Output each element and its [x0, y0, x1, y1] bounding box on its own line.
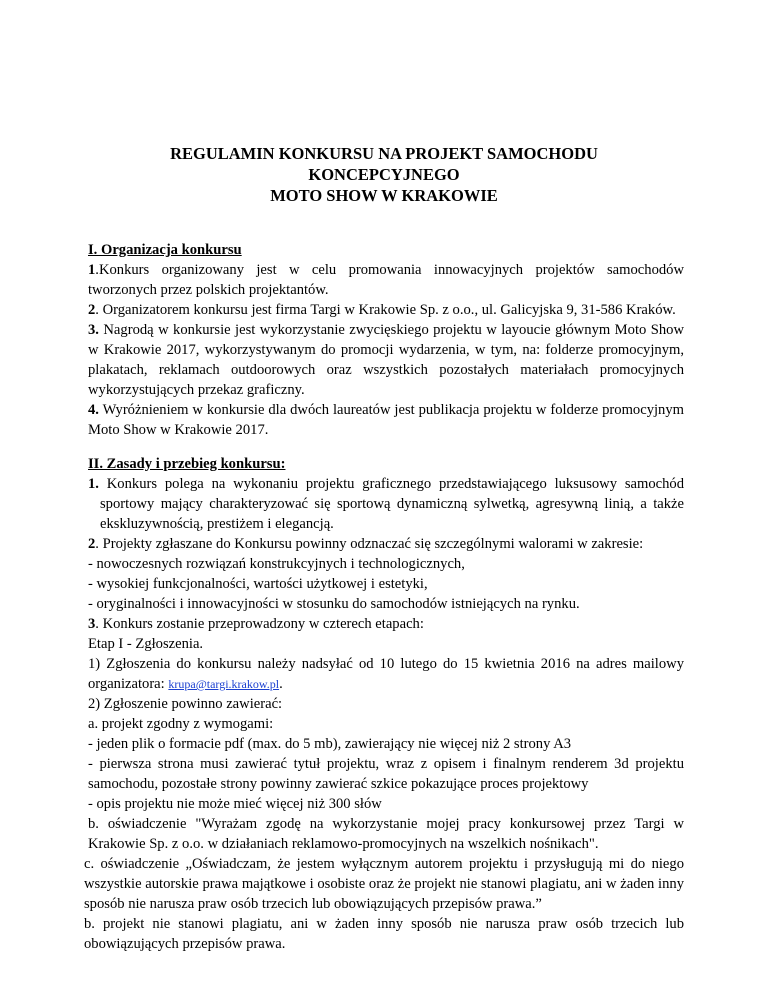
paragraph-text: . Organizatorem konkursu jest firma Targi w Krakowie Sp. z o.o., ul. Galicyjska 9, 31-586 Kraków.	[95, 302, 676, 318]
stage-heading: Etap I - Zgłoszenia.	[88, 636, 204, 652]
section-2	[84, 454, 684, 954]
paragraph-text: .Konkurs organizowany jest w celu promowania innowacyjnych projektów samochodów tworzonych przez polskich projektantów.	[88, 262, 684, 298]
requirement-b-second: b. projekt nie stanowi plagiatu, ani w żaden inny sposób nie narusza praw osób trzecich lub obowiązujących przepisów prawa.	[84, 916, 684, 952]
paragraph-text: Wyróżnieniem w konkursie dla dwóch laureatów jest publikacja projektu w folderze promocyjnym Moto Show w Krakowie 2017.	[88, 402, 684, 438]
requirement-b: b. oświadczenie "Wyrażam zgodę na wykorzystanie mojej pracy konkursowej przez Targi w Krakowie Sp. z o.o. w działaniach reklamowo-promocyjnych na wszelkich nośnikach".	[88, 816, 684, 852]
section-1-heading: I. Organizacja konkursu	[88, 242, 242, 258]
requirement-item: - jeden plik o formacie pdf (max. do 5 mb), zawierający nie więcej niż 2 strony A3	[88, 736, 572, 752]
criteria-item: - oryginalności i innowacyjności w stosunku do samochodów istniejących na rynku.	[88, 596, 580, 612]
criteria-item: - wysokiej funkcjonalności, wartości użytkowej i estetyki,	[88, 576, 428, 592]
paragraph-text: . Projekty zgłaszane do Konkursu powinny odznaczać się szczególnymi walorami w zakresie:	[95, 536, 644, 552]
submission-contents: 2) Zgłoszenie powinno zawierać:	[88, 696, 283, 712]
section-2-paragraph-3	[88, 614, 684, 634]
paragraph-text: Nagrodą w konkursie jest wykorzystanie zwycięskiego projektu w layoucie głównym Moto Show w Krakowie 2017, wykorzystywanym do promocji wydarzenia, w tym, na: folderze promocyjnym, plakatach, reklamach outdoorowych oraz wszystkich pozostałych materiałach promocyjnych wykorzystujących przekaz graficzny.	[88, 322, 684, 398]
paragraph-number: 1.	[88, 476, 99, 492]
paragraph-number: 1	[88, 262, 96, 278]
paragraph-number: 4.	[88, 402, 99, 418]
paragraph-number: 2	[88, 536, 96, 552]
section-2-heading: II. Zasady i przebieg konkursu:	[88, 456, 286, 472]
paragraph-number: 2	[88, 302, 96, 318]
requirement-item: - pierwsza strona musi zawierać tytuł projektu, wraz z opisem i finalnym renderem 3d projektu samochodu, pozostałe strony powinny zawierać szkice pokazujące proces projektowy	[88, 756, 684, 792]
section-1-paragraph-1	[88, 260, 684, 300]
criteria-item: - nowoczesnych rozwiązań konstrukcyjnych i technologicznych,	[88, 556, 465, 572]
submission-text: 1) Zgłoszenia do konkursu należy nadsyłać od 10 lutego do 15 kwietnia 2016 na adres mailowy organizatora:	[88, 656, 684, 692]
section-1	[88, 240, 684, 440]
requirement-a: a. projekt zgodny z wymogami:	[88, 716, 274, 732]
section-1-paragraph-3	[88, 320, 684, 400]
section-2-paragraph-2	[88, 534, 684, 554]
paragraph-number: 3	[88, 616, 96, 632]
organizer-email-link[interactable]: krupa@targi.krakow.pl	[168, 677, 280, 691]
title-line-3: MOTO SHOW W KRAKOWIE	[270, 186, 498, 205]
paragraph-number: 3.	[88, 322, 99, 338]
section-1-paragraph-2	[88, 300, 684, 320]
submission-dates	[88, 654, 684, 694]
paragraph-text: . Konkurs zostanie przeprowadzony w czterech etapach:	[95, 616, 424, 632]
section-1-paragraph-4	[88, 400, 684, 440]
paragraph-text: Konkurs polega na wykonaniu projektu graficznego przedstawiającego luksusowy samochód sportowy mający charakteryzować się sportową dynamiczną sylwetką, agresywną linią, a także ekskluzywnością, prestiżem i elegancją.	[98, 476, 684, 532]
requirement-c: c. oświadczenie „Oświadczam, że jestem wyłącznym autorem projektu i przysługują mi do niego wszystkie autorskie prawa majątkowe i osobiste oraz że projekt nie stanowi plagiatu, ani w żaden inny sposób nie narusza praw osób trzecich lub obowiązujących przepisów prawa.”	[84, 856, 684, 912]
document-body	[84, 240, 684, 954]
section-2-paragraph-1	[88, 474, 684, 534]
document-title	[0, 143, 768, 206]
submission-end: .	[279, 676, 283, 692]
title-line-1: REGULAMIN KONKURSU NA PROJEKT SAMOCHODU	[170, 144, 598, 163]
title-line-2: KONCEPCYJNEGO	[308, 165, 460, 184]
requirement-item: - opis projektu nie może mieć więcej niż 300 słów	[88, 796, 382, 812]
